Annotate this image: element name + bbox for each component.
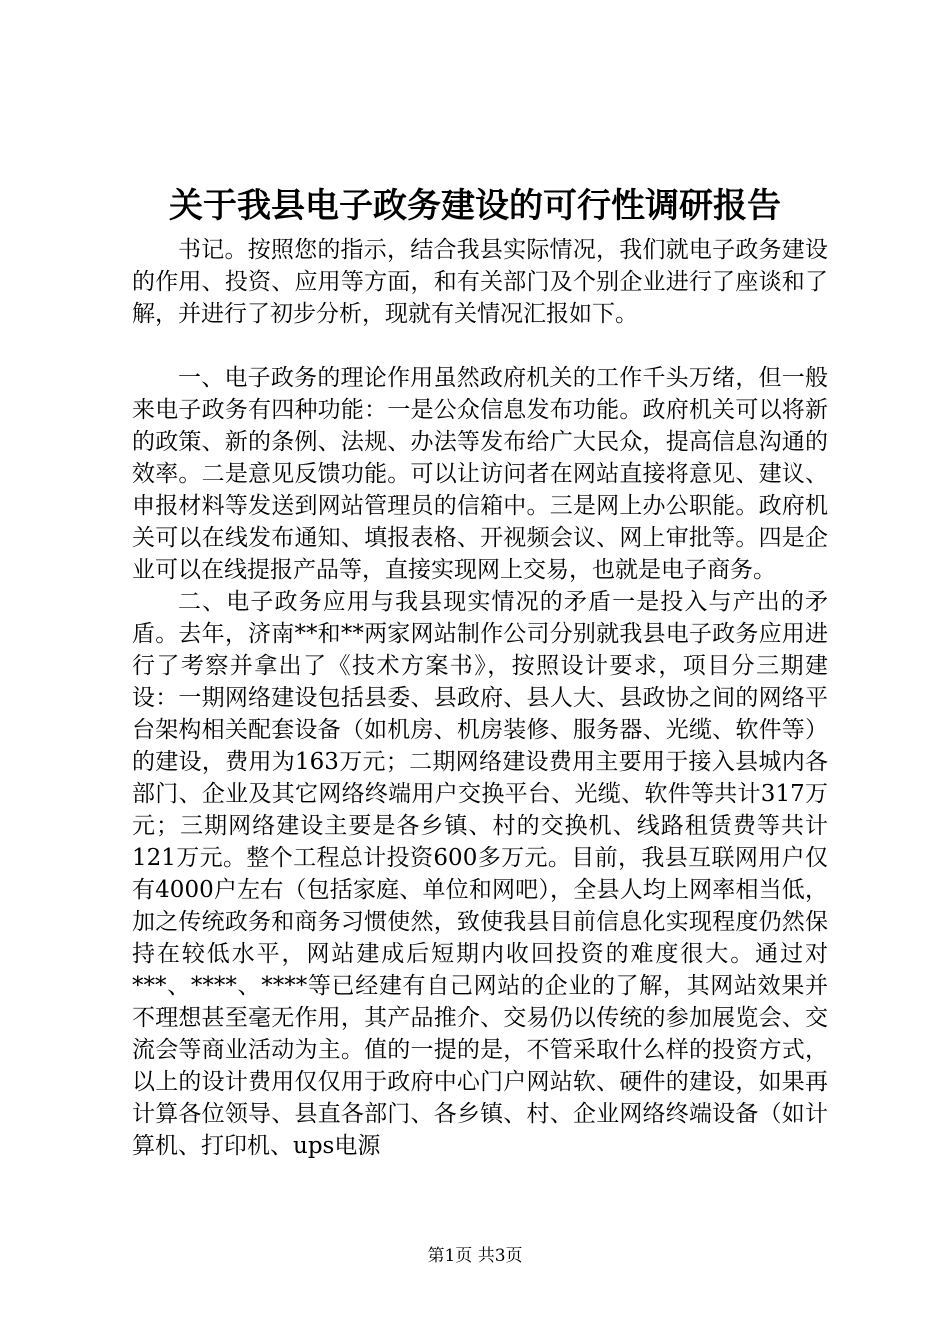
page-number-footer: 第1页 共3页 — [427, 1246, 523, 1266]
paragraph-section-1: 一、电子政务的理论作用虽然政府机关的工作千头万绪，但一般来电子政务有四种功能：一是公众信息发布功能。政府机关可以将新的政策、新的条例、法规、办法等发布给广大民众，提高信息沟通的效率。二是意见反馈功能。可以让访问者在网站直接将意见、建议、申报材料等发送到网站管理员的信箱中。三是网上办公职能。政府机关可以在线发布通知、填报表格、开视频会议、网上审批等。四是企业可以在线提报产品等，直接实现网上交易，也就是电子商务。 — [132, 365, 828, 583]
paragraph-intro: 书记。按照您的指示，结合我县实际情况，我们就电子政务建设的作用、投资、应用等方面，和有关部门及个别企业进行了座谈和了解，并进行了初步分析，现就有关情况汇报如下。 — [132, 237, 828, 327]
document-body — [132, 234, 828, 1162]
paragraph-section-2: 二、电子政务应用与我县现实情况的矛盾一是投入与产出的矛盾。去年，济南**和**两家网站制作公司分别就我县电子政务应用进行了考察并拿出了《技术方案书》，按照设计要求，项目分三期建设：一期网络建设包括县委、县政府、县人大、县政协之间的网络平台架构相关配套设备（如机房、机房装修、服务器、光缆、软件等）的建设，费用为163万元；二期网络建设费用主要用于接入县城内各部门、企业及其它网络终端用户交换平台、光缆、软件等共计317万元；三期网络建设主要是各乡镇、村的交换机、线路租赁费等共计121万元。整个工程总计投资600多万元。目前，我县互联网用户仅有4000户左右（包括家庭、单位和网吧），全县人均上网率相当低，加之传统政务和商务习惯使然，致使我县目前信息化实现程度仍然保持在较低水平，网站建成后短期内收回投资的难度很大。通过对***、****、****等已经建有自己网站的企业的了解，其网站效果并不理想甚至毫无作用，其产品推介、交易仍以传统的参加展览会、交流会等商业活动为主。值的一提的是，不管采取什么样的投资方式，以上的设计费用仅仅用于政府中心门户网站软、硬件的建设，如果再计算各位领导、县直各部门、各乡镇、村、企业网络终端设备（如计算机、打印机、ups电源 — [132, 589, 828, 1159]
document-title: 关于我县电子政务建设的可行性调研报告 — [169, 186, 781, 226]
